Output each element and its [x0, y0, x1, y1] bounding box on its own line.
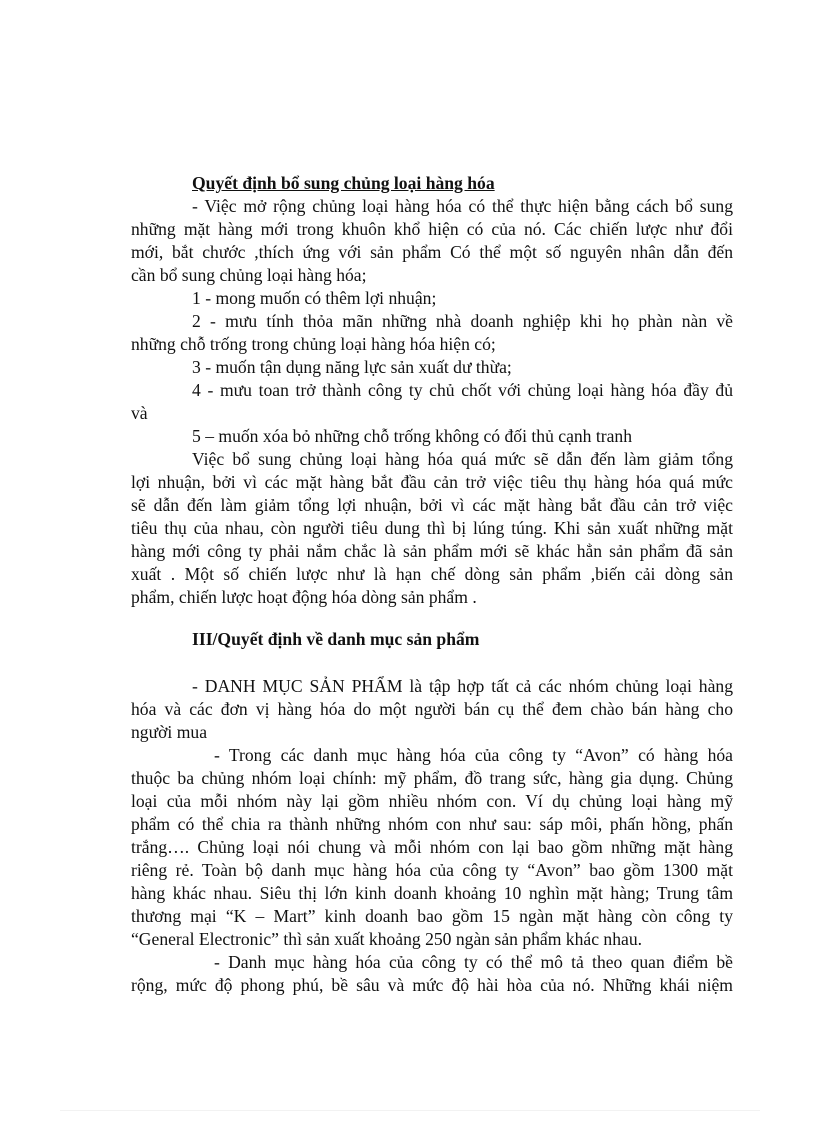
list-item-continuation: những chỗ trống trong chủng loại hàng hóa hiện có;: [131, 334, 496, 354]
paragraph-line: hóa và các đơn vị hàng hóa do một người bán cụ thể đem chào bán hàng cho: [131, 699, 733, 719]
page-bottom-divider: [60, 1110, 760, 1111]
list-item-continuation: và: [131, 403, 148, 423]
paragraph-line: người mua: [131, 722, 208, 742]
paragraph-line: - Việc mở rộng chủng loại hàng hóa có thể thực hiện bằng cách bổ sung: [192, 196, 733, 216]
list-item: 1 - mong muốn có thêm lợi nhuận;: [192, 288, 437, 308]
paragraph-line: phẩm, chiến lược hoạt động hóa dòng sản phẩm .: [131, 587, 477, 607]
paragraph-line: mới, bắt chước ,thích ứng với sản phẩm Có thể một số nguyên nhân dẫn đến: [131, 242, 733, 262]
paragraph-line: - Danh mục hàng hóa của công ty có thể mô tả theo quan điểm bề: [214, 952, 733, 972]
paragraph-line: xuất . Một số chiến lược như là hạn chế dòng sản phẩm ,biến cải dòng sản: [131, 564, 733, 584]
paragraph-line: tiêu thụ của nhau, còn người tiêu dung thì bị lúng túng. Khi sản xuất những mặt: [131, 518, 733, 538]
paragraph-line: thuộc ba chủng nhóm loại chính: mỹ phẩm, đồ trang sức, hàng gia dụng. Chủng: [131, 768, 733, 788]
paragraph-line: cần bổ sung chủng loại hàng hóa;: [131, 265, 367, 285]
paragraph-line: thương mại “K – Mart” kinh doanh bao gồm 15 ngàn mặt hàng còn công ty: [131, 906, 733, 926]
paragraph-line: - DANH MỤC SẢN PHẨM là tập hợp tất cả các nhóm chủng loại hàng: [192, 676, 733, 696]
list-item: 5 – muốn xóa bỏ những chỗ trống không có đối thủ cạnh tranh: [192, 426, 633, 446]
paragraph-line: những mặt hàng mới trong khuôn khổ hiện có của nó. Các chiến lược như đổi: [131, 219, 733, 239]
list-item: 2 - mưu tính thỏa mãn những nhà doanh nghiệp khi họ phàn nàn về: [192, 311, 733, 331]
paragraph-line: sẽ dẫn đến làm giảm tổng lợi nhuận, bởi vì các mặt hàng bắt đầu cản trở việc: [131, 495, 733, 515]
paragraph-line: “General Electronic” thì sản xuất khoảng 250 ngàn sản phẩm khác nhau.: [131, 929, 643, 949]
paragraph-line: Việc bổ sung chủng loại hàng hóa quá mức sẽ dẫn đến làm giảm tổng: [192, 449, 733, 469]
paragraph-line: lợi nhuận, bởi vì các mặt hàng bắt đầu cản trở việc tiêu thụ hàng hóa quá mức: [131, 472, 733, 492]
paragraph-line: hàng khác nhau. Siêu thị lớn kinh doanh khoảng 10 nghìn mặt hàng; Trung tâm: [131, 883, 733, 903]
list-item: 3 - muốn tận dụng năng lực sản xuất dư thừa;: [192, 357, 512, 377]
paragraph-line: loại của mỗi nhóm này lại gồm nhiều nhóm con. Ví dụ chủng loại hàng mỹ: [131, 791, 733, 811]
paragraph-line: - Trong các danh mục hàng hóa của công ty “Avon” có hàng hóa: [214, 745, 733, 765]
paragraph-line: hàng mới công ty phải nắm chắc là sản phẩm mới sẽ khác hẳn sản phẩm đã sản: [131, 541, 733, 561]
section-heading-product-mix: III/Quyết định về danh mục sản phẩm: [192, 629, 480, 649]
paragraph-line: trắng…. Chủng loại nói chung và mỗi nhóm con lại bao gồm những mặt hàng: [131, 837, 733, 857]
section-heading-product-line: Quyết định bổ sung chủng loại hàng hóa: [192, 173, 495, 193]
paragraph-line: phẩm có thể chia ra thành những nhóm con như sau: sáp môi, phấn hồng, phấn: [131, 814, 733, 834]
list-item: 4 - mưu toan trở thành công ty chủ chốt với chủng loại hàng hóa đầy đủ: [192, 380, 733, 400]
paragraph-line: riêng rẻ. Toàn bộ danh mục hàng hóa của công ty “Avon” bao gồm 1300 mặt: [131, 860, 733, 880]
paragraph-line: rộng, mức độ phong phú, bề sâu và mức độ hài hòa của nó. Những khái niệm: [131, 975, 733, 995]
